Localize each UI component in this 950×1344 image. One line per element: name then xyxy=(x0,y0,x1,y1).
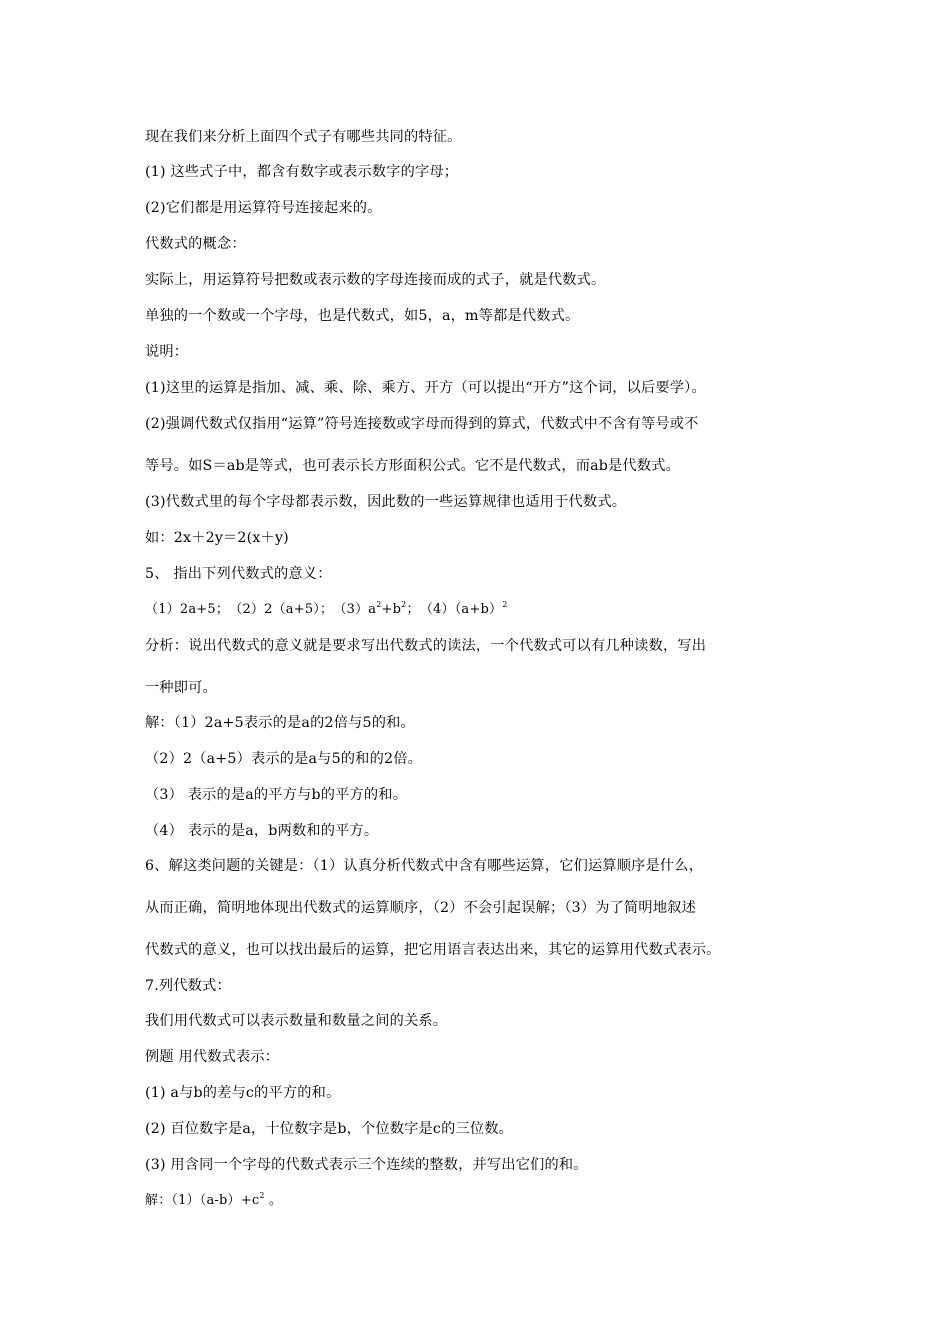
paragraph-line: 我们用代数式可以表示数量和数量之间的关系。 xyxy=(145,1013,448,1029)
exponent: 2 xyxy=(376,600,382,609)
paragraph-line: 一种即可。 xyxy=(145,680,217,696)
expression-text: 解：（1）（a-b）+c xyxy=(145,1193,260,1208)
paragraph-line: 分析：说出代数式的意义就是要求写出代数式的读法，一个代数式可以有几种读数，写出 xyxy=(145,638,707,654)
paragraph-line: 代数式的意义，也可以找出最后的运算，把它用语言表达出来，其它的运算用代数式表示。 xyxy=(145,942,721,958)
section-heading: 说明： xyxy=(145,344,189,360)
expression-text: 。 xyxy=(264,1193,283,1208)
example-heading: 例题 用代数式表示： xyxy=(145,1049,280,1065)
expression-text: （1）2a+5； （2）2（a+5）； （3）a xyxy=(145,602,377,617)
paragraph-line: 实际上，用运算符号把数或表示数的字母连接而成的式子，就是代数式。 xyxy=(145,272,606,288)
paragraph-line: 等号。如S＝ab是等式，也可表示长方形面积公式。它不是代数式，而ab是代数式。 xyxy=(145,458,680,474)
example-item: (1) a与b的差与c的平方的和。 xyxy=(145,1085,341,1101)
example-item: (2) 百位数字是a，十位数字是b，个位数字是c的三位数。 xyxy=(145,1121,514,1137)
paragraph-line: (3)代数式里的每个字母都表示数，因此数的一些运算规律也适用于代数式。 xyxy=(145,494,627,510)
paragraph-line: 单独的一个数或一个字母，也是代数式，如5，a，m等都是代数式。 xyxy=(145,308,580,324)
exponent: 2 xyxy=(401,600,407,609)
expression-text: +b xyxy=(381,602,402,617)
expression-text: ； （4）（a+b） xyxy=(406,602,503,617)
example-item: (3) 用含同一个字母的代数式表示三个连续的整数，并写出它们的和。 xyxy=(145,1157,588,1173)
paragraph-line: 6、解这类问题的关键是：（1）认真分析代数式中含有哪些运算，它们运算顺序是什么， xyxy=(145,858,704,874)
exponent: 2 xyxy=(259,1191,265,1200)
answer-line xyxy=(145,1191,282,1211)
paragraph-line: 从而正确，简明地体现出代数式的运算顺序，（2）不会引起误解；（3）为了简明地叙述 xyxy=(145,900,696,916)
answer-line: （2）2（a+5）表示的是a与5的和的2倍。 xyxy=(145,751,422,767)
exponent: 2 xyxy=(502,600,508,609)
section-heading: 代数式的概念： xyxy=(145,236,246,252)
answer-line: （3） 表示的是a的平方与b的平方的和。 xyxy=(145,787,408,803)
paragraph-line: (2)强调代数式仅指用“运算”符号连接数或字母而得到的算式，代数式中不含有等号或不 xyxy=(145,416,699,432)
formula-line: 如：2x＋2y＝2(x＋y) xyxy=(145,530,289,546)
answer-line: （4） 表示的是a，b两数和的平方。 xyxy=(145,823,379,839)
answer-line: 解：（1）2a+5表示的是a的2倍与5的和。 xyxy=(145,715,415,731)
expression-list xyxy=(145,600,508,620)
paragraph-line: (1) 这些式子中，都含有数字或表示数字的字母； xyxy=(145,164,459,180)
question-heading: 5、 指出下列代数式的意义： xyxy=(145,566,332,582)
paragraph-line: (2)它们都是用运算符号连接起来的。 xyxy=(145,200,382,216)
paragraph-line: (1)这里的运算是指加、减、乘、除、乘方、开方（可以提出“开方”这个词，以后要学）。 xyxy=(145,380,706,396)
paragraph-line: 现在我们来分析上面四个式子有哪些共同的特征。 xyxy=(145,129,462,145)
section-heading: 7.列代数式： xyxy=(145,978,231,994)
